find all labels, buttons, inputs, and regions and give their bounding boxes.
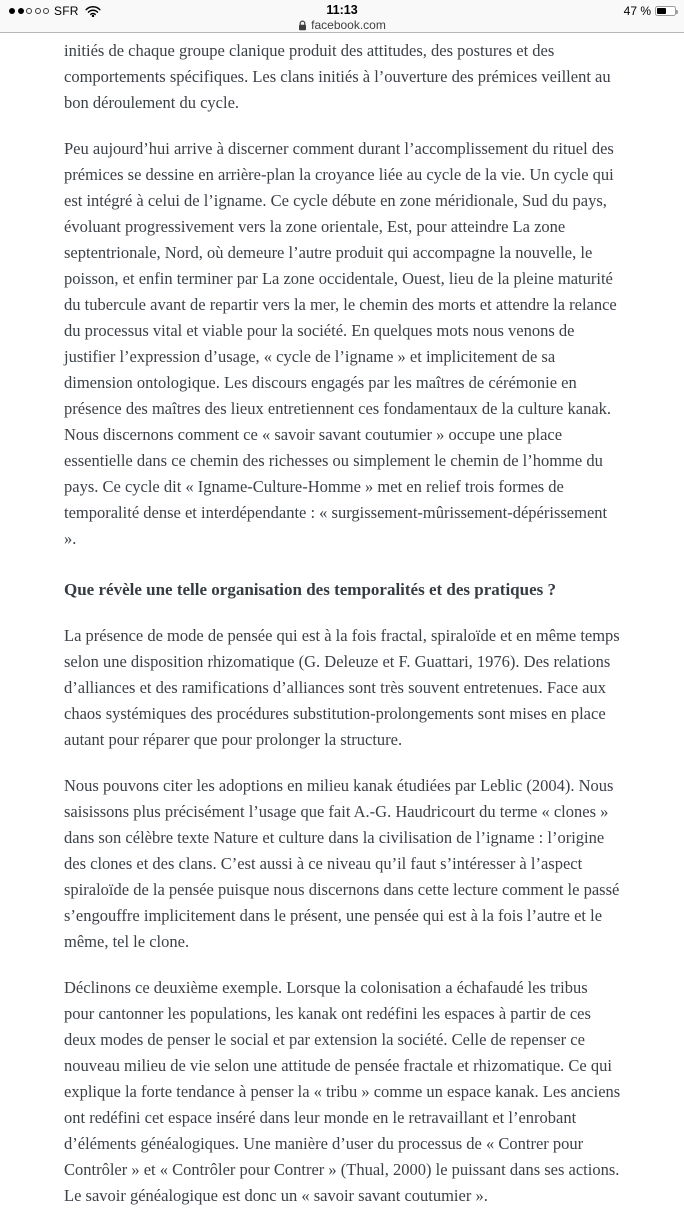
paragraph: Déclinons ce deuxième exemple. Lorsque la colonisation a échafaudé les tribus pour cantonner les populations, les kanak ont redéfini les espaces à partir de ces deux modes de penser le social et par extension la société. Celle de repenser ce nouveau milieu de vie selon une attitude de pensée fractale et rhizomatique. Ce qui explique la forte tendance à penser la « tribu » comme un espace kanak. Les anciens ont redéfini cet espace inséré dans leur monde en le retravaillant et l’enrobant d’éléments généalogiques. Une manière d’user du processus de « Contrer pour Contrôler » et « Contrôler pour Contrer » (Thual, 2000) le puissant dans ses actions. Le savoir généalogique est donc un « savoir savant coutumier ». xyxy=(64,978,621,1205)
battery-percent-label: 47 % xyxy=(623,4,651,18)
battery-icon xyxy=(655,6,676,16)
clock-label: 11:13 xyxy=(326,3,358,17)
carrier-label: SFR xyxy=(54,4,79,18)
url-label: facebook.com xyxy=(311,18,386,32)
lock-icon xyxy=(298,20,307,31)
url-bar[interactable] xyxy=(0,18,684,32)
status-url-bar xyxy=(0,0,684,33)
paragraph: Peu aujourd’hui arrive à discerner comment durant l’accomplissement du rituel des prémices se dessine en arrière-plan la croyance liée au cycle de la vie. Un cycle qui est intégré à celui de l’igname. Ce cycle débute en zone méridionale, Sud du pays, évoluant progressivement vers la zone orientale, Est, pour atteindre La zone septentrionale, Nord, où demeure l’autre produit qui accompagne la nouvelle, le poisson, et enfin terminer par La zone occidentale, Ouest, lieu de la pleine maturité du tubercule avant de repartir vers la mer, le chemin des morts et attendre la relance du processus vital et viable pour la société. En quelques mots nous venons de justifier l’expression d’usage, « cycle de l’igname » et implicitement de sa dimension ontologique. Les discours engagés par les maîtres de cérémonie en présence des maîtres des lieux entretiennent ces fondamentaux de la culture kanak. Nous discernons comment ce « savoir savant coutumier » occupe une place essentielle dans ce chemin des richesses ou simplement le chemin de l’homme du pays. Ce cycle dit « Igname-Culture-Homme » met en relief trois formes de temporalité dense et interdépendante : « surgissement-mûrissement-dépérissement ». xyxy=(64,139,617,548)
paragraph: Nous pouvons citer les adoptions en milieu kanak étudiées par Leblic (2004). Nous saisissons plus précisément l’usage que fait A.-G. Haudricourt du terme « clones » dans son célèbre texte Nature et culture dans la civilisation de l’igname : l’origine des clones et des clans. C’est aussi à ce niveau qu’il faut s’intéresser à l’aspect spiraloïde de la pensée puisque nous discernons dans cette lecture comment le passé s’engouffre implicitement dans le présent, une pensée qui est à la fois l’autre et le même, tel le clone. xyxy=(64,776,620,951)
section-heading: Que révèle une telle organisation des temporalités et des pratiques ? xyxy=(64,580,556,599)
article-body xyxy=(0,33,684,1209)
battery-status xyxy=(624,4,676,18)
paragraph: initiés de chaque groupe clanique produit des attitudes, des postures et des comportements spécifiques. Les clans initiés à l’ouverture des prémices veillent au bon déroulement du cycle. xyxy=(64,41,611,112)
paragraph: La présence de mode de pensée qui est à la fois fractal, spiraloïde et en même temps selon une disposition rhizomatique (G. Deleuze et F. Guattari, 1976). Des relations d’alliances et des ramifications d’alliances sont très souvent entretenues. Face aux chaos systémiques des procédures substitution-prolongements sont mises en place autant pour réparer que pour prolonger la structure. xyxy=(64,626,620,749)
